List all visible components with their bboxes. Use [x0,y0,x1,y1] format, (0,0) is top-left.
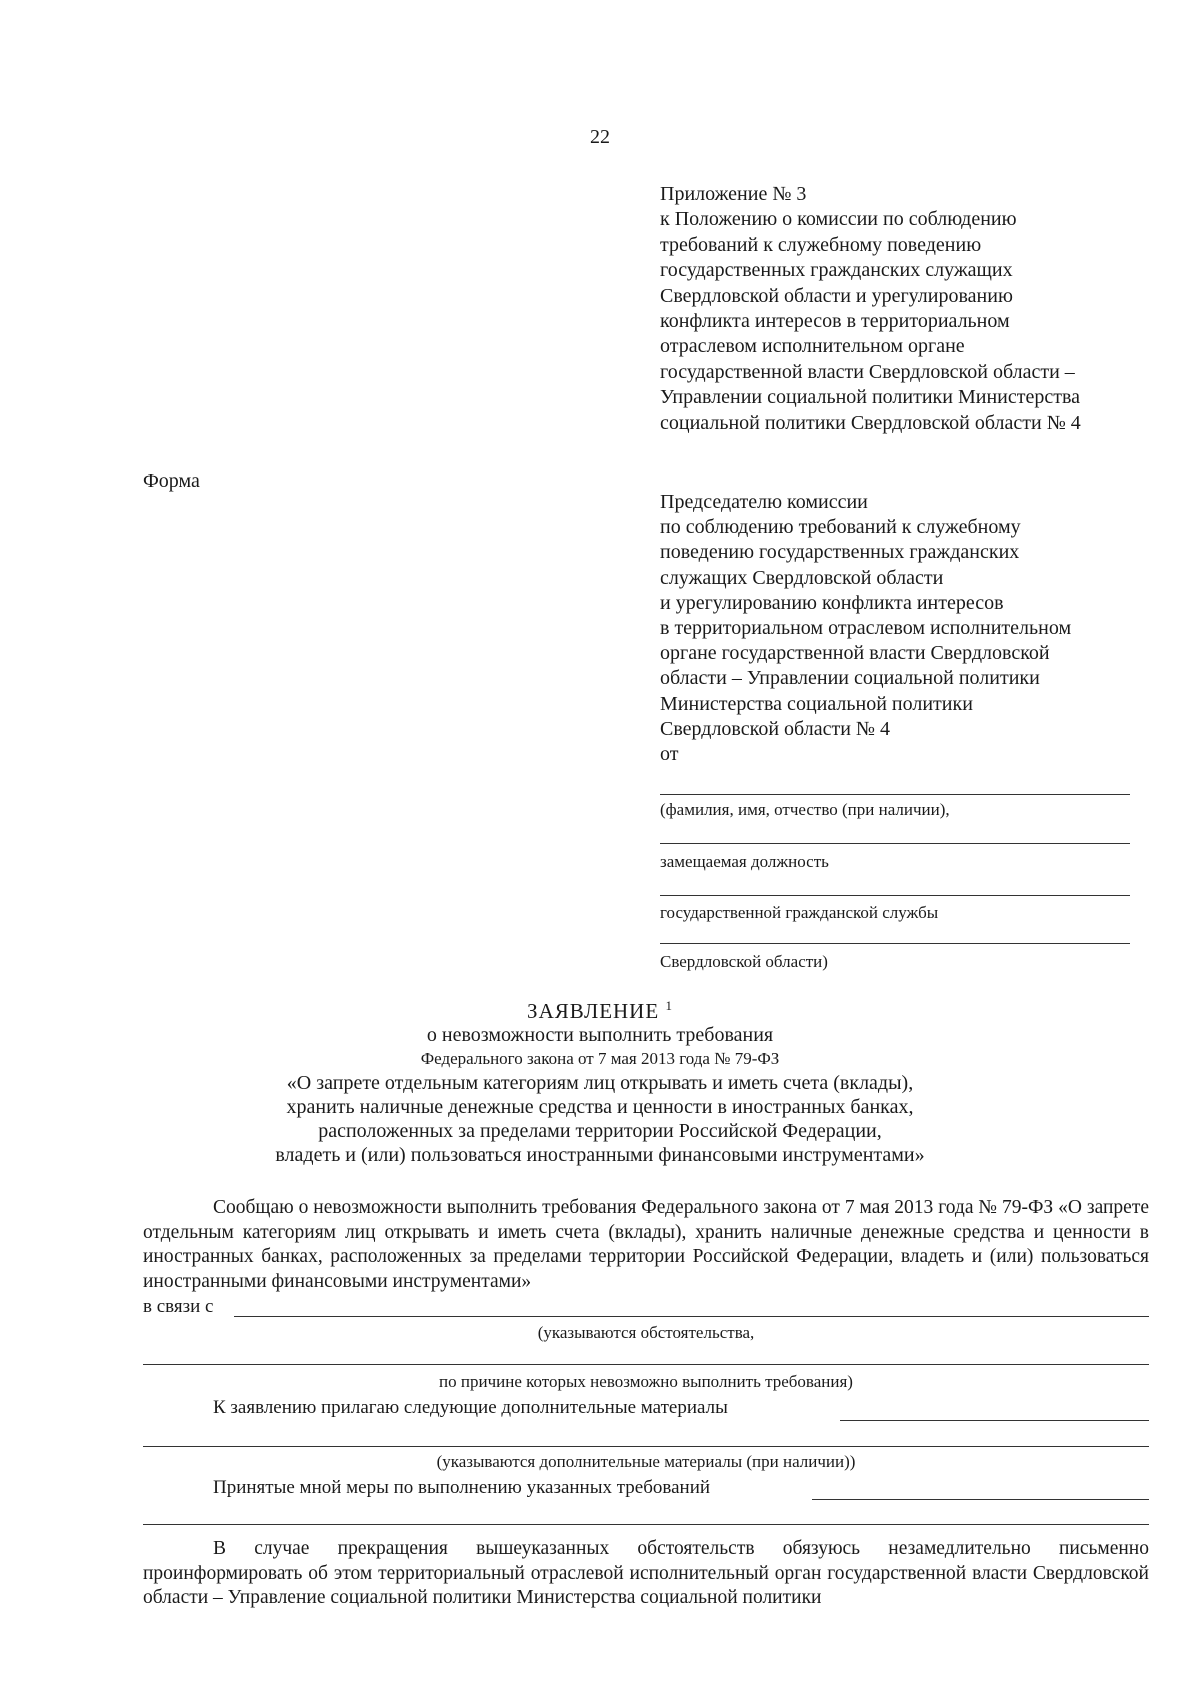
circumstances-caption: (указываются обстоятельства, [537,1323,755,1342]
materials-caption: (указываются дополнительные материалы (при наличии)) [436,1452,856,1471]
attachments-field[interactable] [840,1420,1149,1421]
statement-paragraph: Сообщаю о невозможности выполнить требования Федерального закона от 7 мая 2013 года № 79-ФЗ «О запрете отдельным категориям лиц открывать и иметь счета (вклады), хранить наличные денежные средства и ценности в иностранных банках, расположенных за пределами территории Российской Федерации, владеть и (или) пользоваться иностранными финансовыми инструментами» [143,1197,1149,1292]
applicant-position-field[interactable] [660,843,1130,844]
applicant-region-caption: Свердловской области) [660,952,828,971]
measures-field-2[interactable] [143,1524,1149,1525]
title-line: о невозможности выполнить требования [426,1024,774,1046]
form-label: Форма [143,470,200,492]
appendix-header [660,182,1081,436]
appendix-line: Свердловской области и урегулированию [660,284,1013,307]
attachments-field-2[interactable] [143,1446,1149,1447]
title-line: расположенных за пределами территории Российской Федерации, [318,1120,882,1142]
addressee-line: служащих Свердловской области [660,566,944,589]
appendix-line: к Положению о комиссии по соблюдению [660,208,1017,231]
circumstances-field-2[interactable] [143,1364,1149,1365]
appendix-line: отраслевом исполнительном органе [660,335,965,358]
title-word: ЗАЯВЛЕНИЕ [527,999,660,1023]
appendix-line: государственной власти Свердловской области – [660,360,1075,383]
addressee-line: Свердловской области № 4 [660,717,890,740]
addressee-line: поведению государственных гражданских [660,541,1020,564]
addressee-line: в территориальном отраслевом исполнительном [660,617,1072,640]
addressee-line: органе государственной власти Свердловской [660,642,1050,665]
addressee-line: от [660,743,679,766]
title-line: владеть и (или) пользоваться иностранными финансовыми инструментами» [275,1144,925,1166]
applicant-name-caption: (фамилия, имя, отчество (при наличии), [660,800,950,819]
appendix-line: социальной политики Свердловской области № 4 [660,411,1081,434]
addressee-block [660,490,1071,767]
document-title [0,994,1200,1167]
attach-text: К заявлению прилагаю следующие дополнительные материалы [213,1397,728,1418]
footnote-mark: 1 [665,998,673,1013]
appendix-line: требований к служебному поведению [660,233,982,256]
appendix-line: конфликта интересов в территориальном [660,310,1010,333]
addressee-line: Председателю комиссии [660,491,868,513]
title-line: Федерального закона от 7 мая 2013 года № 79-ФЗ [420,1049,780,1068]
final-paragraph: В случае прекращения вышеуказанных обстоятельств обязуюсь незамедлительно письменно проинформировать об этом территориальный отраслевой исполнительный орган государственной власти Свердловской области – Управление социальной политики Министерства социальной политики [143,1538,1149,1608]
applicant-name-field[interactable] [660,794,1130,795]
addressee-line: и урегулированию конфликта интересов [660,591,1004,614]
applicant-service-field[interactable] [660,895,1130,896]
in-connection-label: в связи с [143,1296,214,1317]
addressee-line: по соблюдению требований к служебному [660,516,1021,539]
addressee-line: Министерства социальной политики [660,692,973,715]
applicant-service-caption: государственной гражданской службы [660,903,939,922]
appendix-line: Приложение № 3 [660,183,807,205]
measures-field[interactable] [812,1499,1149,1500]
title-line: хранить наличные денежные средства и ценности в иностранных банках, [286,1096,914,1118]
page-number: 22 [590,126,610,148]
appendix-line: государственных гражданских служащих [660,259,1013,282]
addressee-line: области – Управлении социальной политики [660,667,1040,690]
appendix-line: Управлении социальной политики Министерства [660,386,1081,409]
applicant-position-caption: замещаемая должность [660,852,829,871]
circumstances-field[interactable] [234,1316,1149,1317]
measures-text: Принятые мной меры по выполнению указанных требований [213,1477,711,1498]
title-line: «О запрете отдельным категориям лиц открывать и иметь счета (вклады), [286,1072,914,1094]
reasons-caption: по причине которых невозможно выполнить требования) [439,1372,853,1391]
applicant-region-field[interactable] [660,943,1130,944]
